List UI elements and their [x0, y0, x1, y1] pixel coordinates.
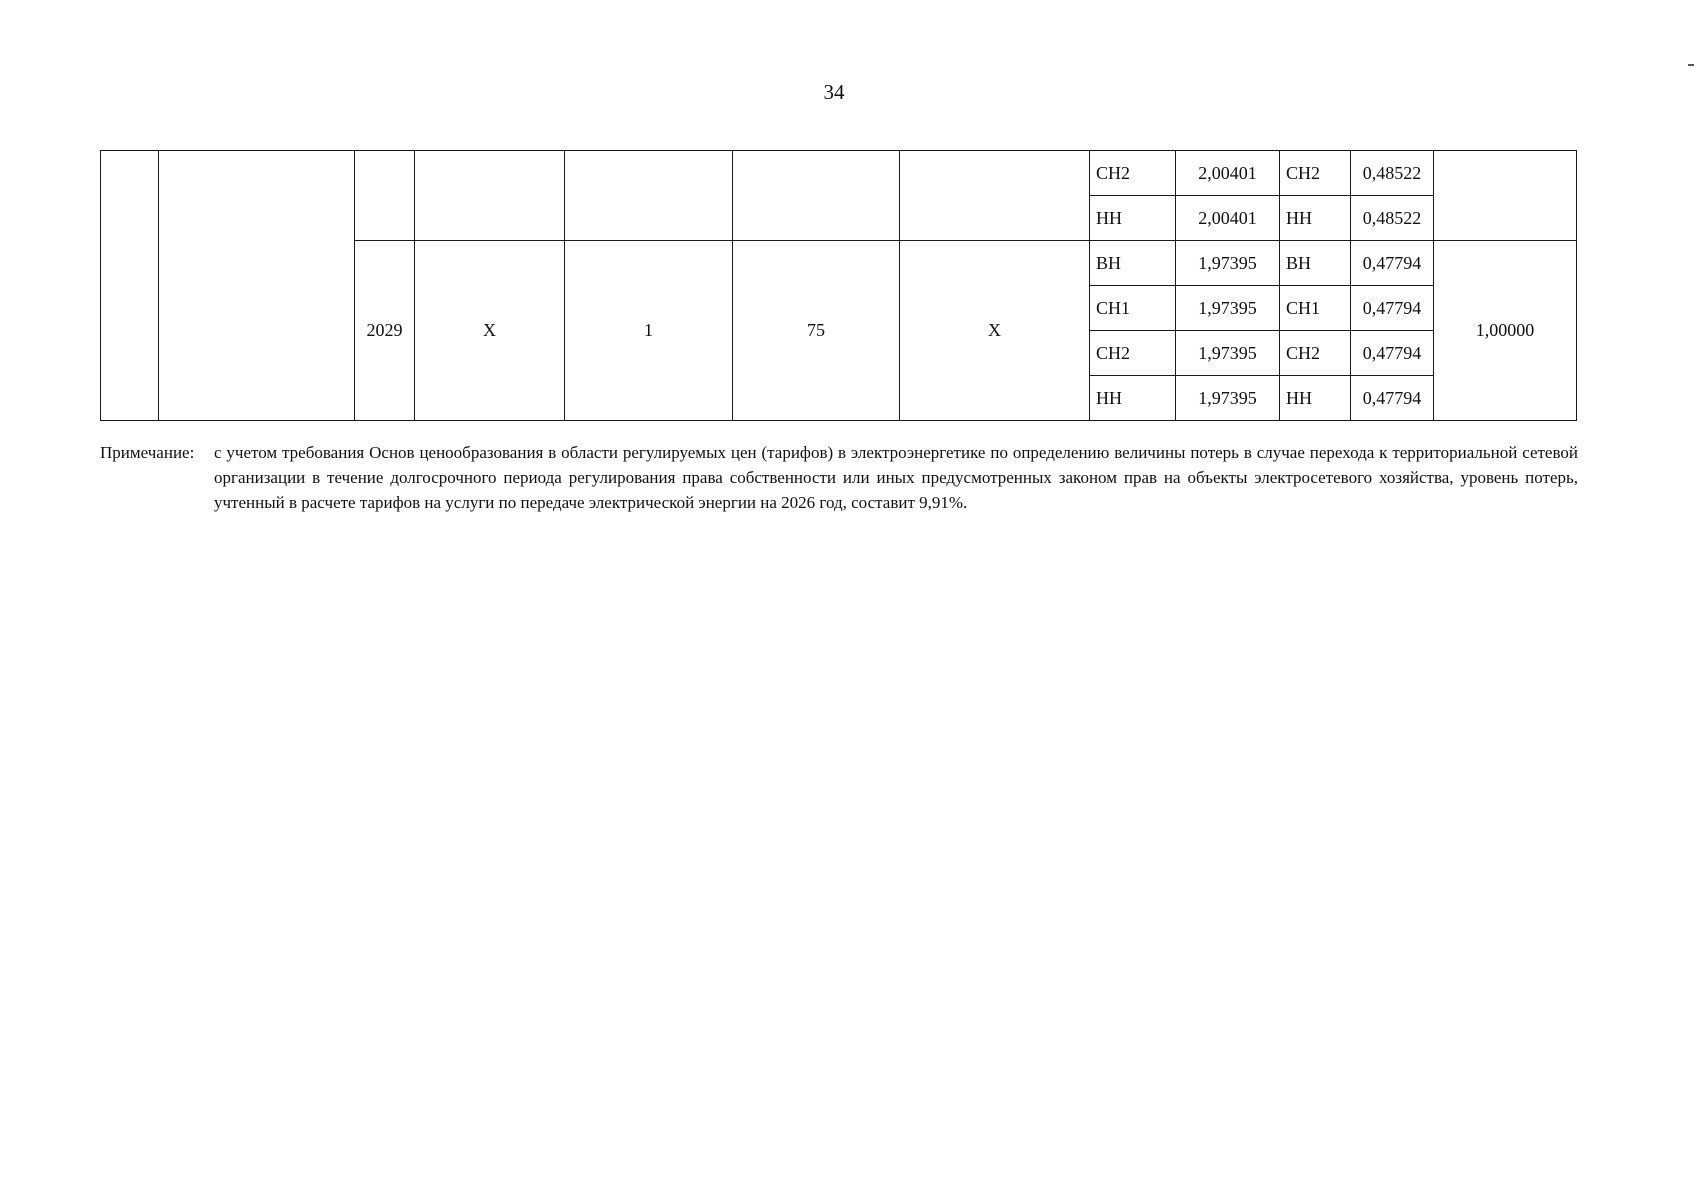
voltage-level-cell: СН1 — [1280, 286, 1351, 331]
table-row — [101, 151, 1577, 196]
year-cell: 2029 — [355, 241, 415, 421]
row-number-cell — [101, 151, 159, 421]
value-cell: 0,48522 — [1351, 196, 1434, 241]
organization-cell — [159, 151, 355, 421]
value-cell: 0,47794 — [1351, 286, 1434, 331]
note-label: Примечание: — [100, 443, 195, 462]
coefficient-cell-prev — [1434, 151, 1577, 241]
empty-cell — [565, 151, 733, 241]
empty-cell — [900, 151, 1090, 241]
voltage-level-cell: НН — [1090, 376, 1176, 421]
voltage-level-cell: СН2 — [1280, 331, 1351, 376]
index-cell: 1 — [565, 241, 733, 421]
value-cell: 0,47794 — [1351, 376, 1434, 421]
x-cell: Х — [415, 241, 565, 421]
empty-cell — [733, 151, 900, 241]
voltage-level-cell: НН — [1280, 376, 1351, 421]
value-cell: 1,97395 — [1176, 286, 1280, 331]
value-cell: 0,47794 — [1351, 241, 1434, 286]
value-cell: 0,48522 — [1351, 151, 1434, 196]
voltage-level-cell: НН — [1280, 196, 1351, 241]
value-cell: 2,00401 — [1176, 151, 1280, 196]
value-cell: 1,97395 — [1176, 376, 1280, 421]
voltage-level-cell: ВН — [1090, 241, 1176, 286]
voltage-level-cell: СН2 — [1090, 151, 1176, 196]
scan-edge-mark — [1688, 64, 1694, 66]
voltage-level-cell: НН — [1090, 196, 1176, 241]
coefficient-cell: 1,00000 — [1434, 241, 1577, 421]
x-cell: Х — [900, 241, 1090, 421]
value-cell: 0,47794 — [1351, 331, 1434, 376]
voltage-level-cell: СН1 — [1090, 286, 1176, 331]
voltage-level-cell: ВН — [1280, 241, 1351, 286]
tariff-table — [100, 150, 1577, 421]
voltage-level-cell: СН2 — [1090, 331, 1176, 376]
value-cell: 2,00401 — [1176, 196, 1280, 241]
value-cell: 1,97395 — [1176, 331, 1280, 376]
value-cell: 1,97395 — [1176, 241, 1280, 286]
voltage-level-cell: СН2 — [1280, 151, 1351, 196]
note-text: с учетом требования Основ ценообразования в области регулируемых цен (тарифов) в электроэнергетике по определению величины потерь в случае перехода к территориальной сетевой организации в течение долгосрочного периода регулирования права собственности или иных предусмотренных законом прав на объекты электросетевого хозяйства, уровень потерь, учтенный в расчете тарифов на услуги по передаче электрической энергии на 2026 год, составит 9,91%. — [214, 443, 1578, 512]
year-cell-prev — [355, 151, 415, 241]
footnote — [100, 440, 1578, 515]
page-number: 34 — [823, 80, 845, 104]
empty-cell — [415, 151, 565, 241]
percent-cell: 75 — [733, 241, 900, 421]
